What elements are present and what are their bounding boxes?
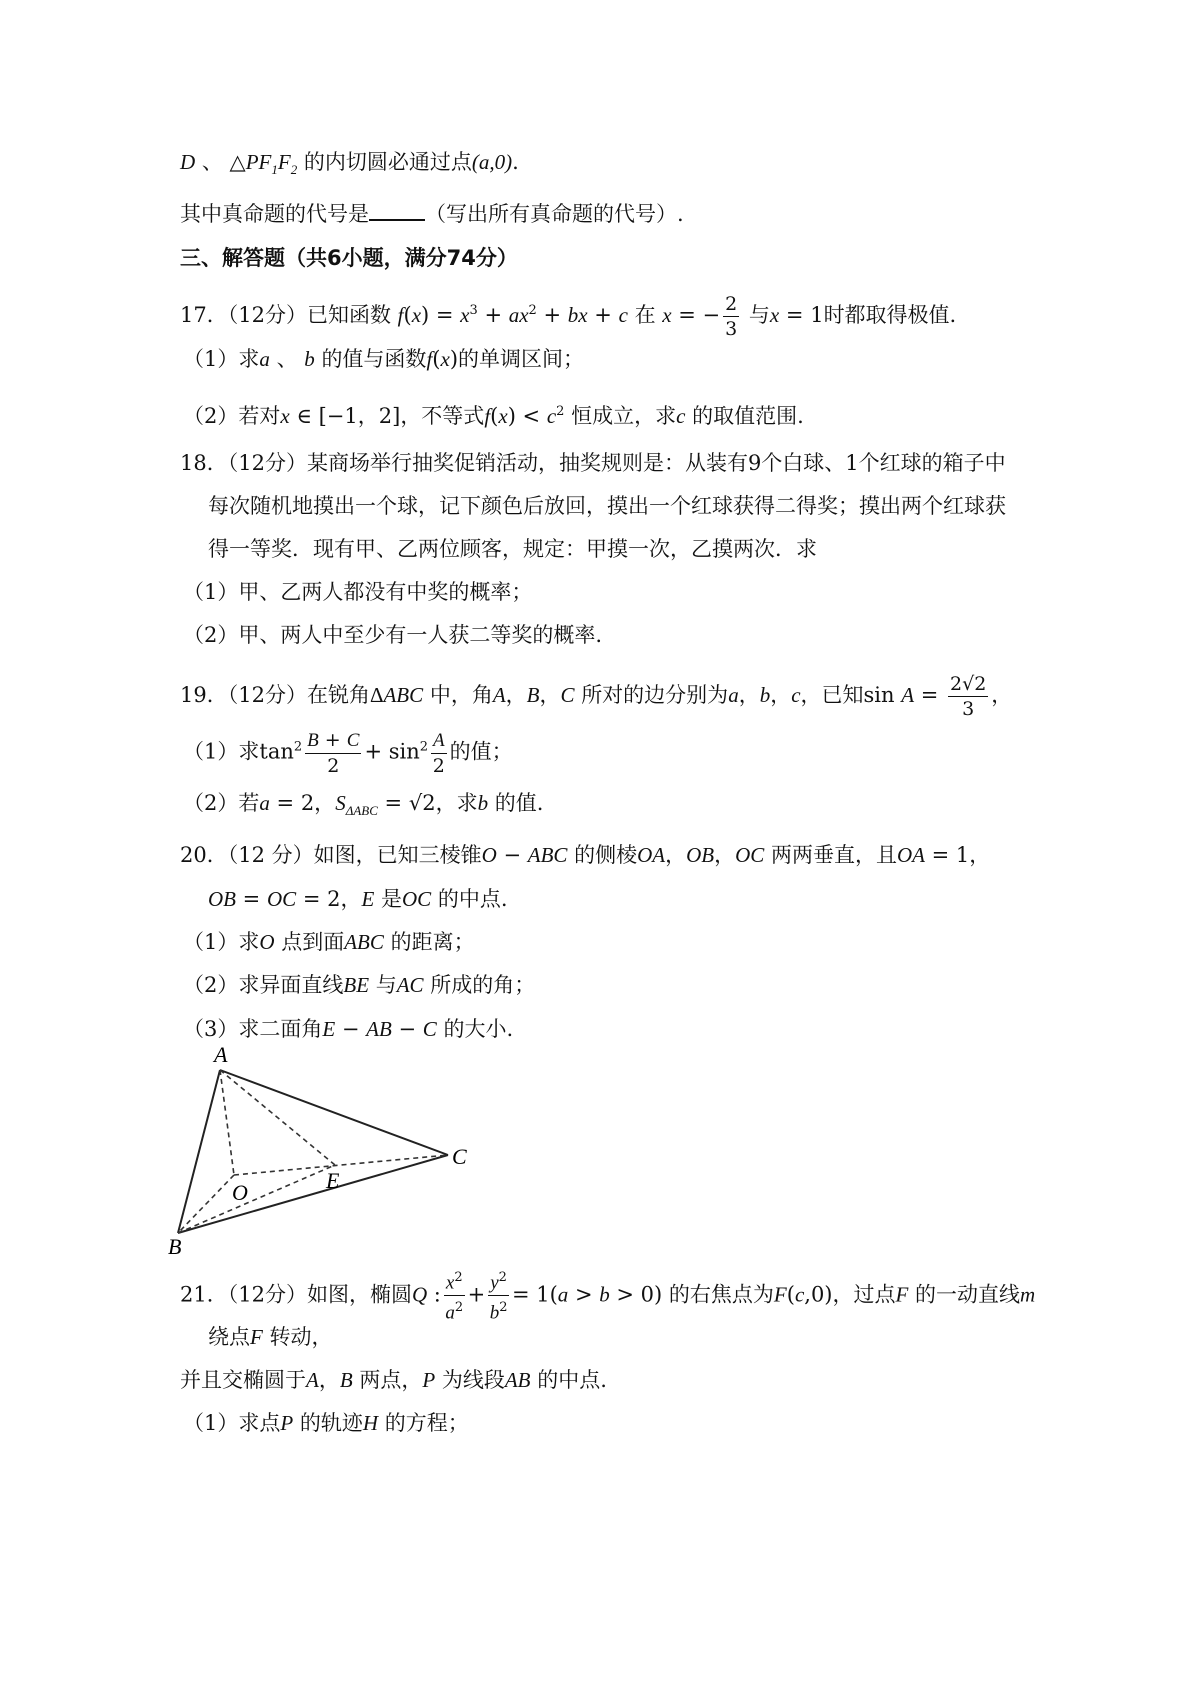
answer-blank <box>369 199 425 221</box>
q20-part1: （1）求O 点到面ABC 的距离； <box>183 930 475 954</box>
section-header: 三、解答题（共6小题，满分74分） <box>180 246 518 270</box>
triangle-symbol: △ <box>229 150 246 174</box>
fraction: $\frac{2}{3}$ <box>725 293 738 340</box>
q18-line1: 18．（12分）某商场举行抽奖促销活动，抽奖规则是：从装有9个白球、1个红球的箱子中 <box>180 451 1006 475</box>
fraction: $\frac{B + C}{2}$ <box>307 729 360 777</box>
q20-part2: （2）求异面直线BE 与AC 所成的角； <box>183 973 536 997</box>
fraction: $\frac{x^2}{a^2}$ <box>444 1266 465 1326</box>
edge-bc <box>178 1155 448 1233</box>
q18-line3: 得一等奖．现有甲、乙两位顾客，规定：甲摸一次，乙摸两次．求 <box>208 537 817 561</box>
edge-ao <box>220 1070 234 1175</box>
q21-line3: 并且交椭圆于A，B 两点，P 为线段AB 的中点. <box>180 1368 607 1392</box>
segment-be <box>178 1165 335 1233</box>
option-d: D 、 $\triangle PF_1F_2$ 的内切圆必通过点(a,0). <box>180 150 519 178</box>
fraction: $\frac{2√2}{3}$ <box>950 673 987 720</box>
q17-stem: 17．（12分）已知函数 $f(x) = x^3 + ax^2$ + bx + c 在 x = − $\frac{2}{3}$ 与x = 1时都取得极值. <box>180 293 957 340</box>
label-b: B <box>168 1234 182 1259</box>
q21-part1: （1）求点P 的轨迹H 的方程； <box>183 1411 469 1435</box>
edge-ab <box>178 1070 220 1233</box>
edge-ac <box>220 1070 448 1155</box>
q18-line2: 每次随机地摸出一个球，记下颜色后放回，摸出一个红球获得二得奖；摸出两个红球获 <box>208 494 1006 518</box>
q19-part2: （2）若a = 2，$S_{\Delta ABC} = √2$，求b 的值. <box>183 791 544 819</box>
fraction: $\frac{A}{2}$ <box>432 730 445 777</box>
label-o: O <box>232 1180 248 1205</box>
label-e: E <box>326 1168 340 1193</box>
fraction: $\frac{y^2}{b^2}$ <box>488 1266 509 1326</box>
q18-part1: （1）甲、乙两人都没有中奖的概率； <box>183 580 533 604</box>
tetrahedron-figure <box>160 1040 520 1260</box>
q21-line2: 绕点F 转动， <box>208 1325 333 1349</box>
q21-stem: 21．（12分）如图，椭圆Q : $\frac{x^2}{a^2}$ + $\frac{y^2}{b^2}$ = 1(a > b > 0) 的右焦点为F(c,0)，过点F 的一动直线m <box>180 1266 1035 1326</box>
q19-stem: 19．（12分）在锐角ΔABC 中，角A，B，C 所对的边分别为a，b，c，已知sin A = $\frac{2√2}{3}$ ， <box>180 673 1013 720</box>
label-c: C <box>452 1144 467 1169</box>
q17-part1: （1）求a 、 b 的值与函数f(x)的单调区间； <box>183 347 585 371</box>
label-a: A <box>214 1042 228 1067</box>
q20-stem: 20．（12 分）如图，已知三棱锥O − ABC 的侧棱OA，OB，OC 两两垂直，且OA = 1， <box>180 843 991 867</box>
segment-ae <box>220 1070 335 1165</box>
fill-in-statement: 其中真命题的代号是 （写出所有真命题的代号）. <box>180 199 684 229</box>
q17-part2: （2）若对x ∈ [−1，2]，不等式$f(x) < c^2$ 恒成立，求c 的取值范围. <box>183 404 804 428</box>
q20-line2: OB = OC = 2，E 是OC 的中点. <box>208 887 508 911</box>
q20-part3: （3）求二面角E − AB − C 的大小. <box>183 1017 514 1041</box>
q19-part1: （1）求$\tan^2$ $\frac{B + C}{2}$ + $\sin^2$ $\frac{A}{2}$ 的值； <box>183 729 513 777</box>
option-d-label: D <box>180 150 196 174</box>
q18-part2: （2）甲、两人中至少有一人获二等奖的概率. <box>183 623 603 647</box>
